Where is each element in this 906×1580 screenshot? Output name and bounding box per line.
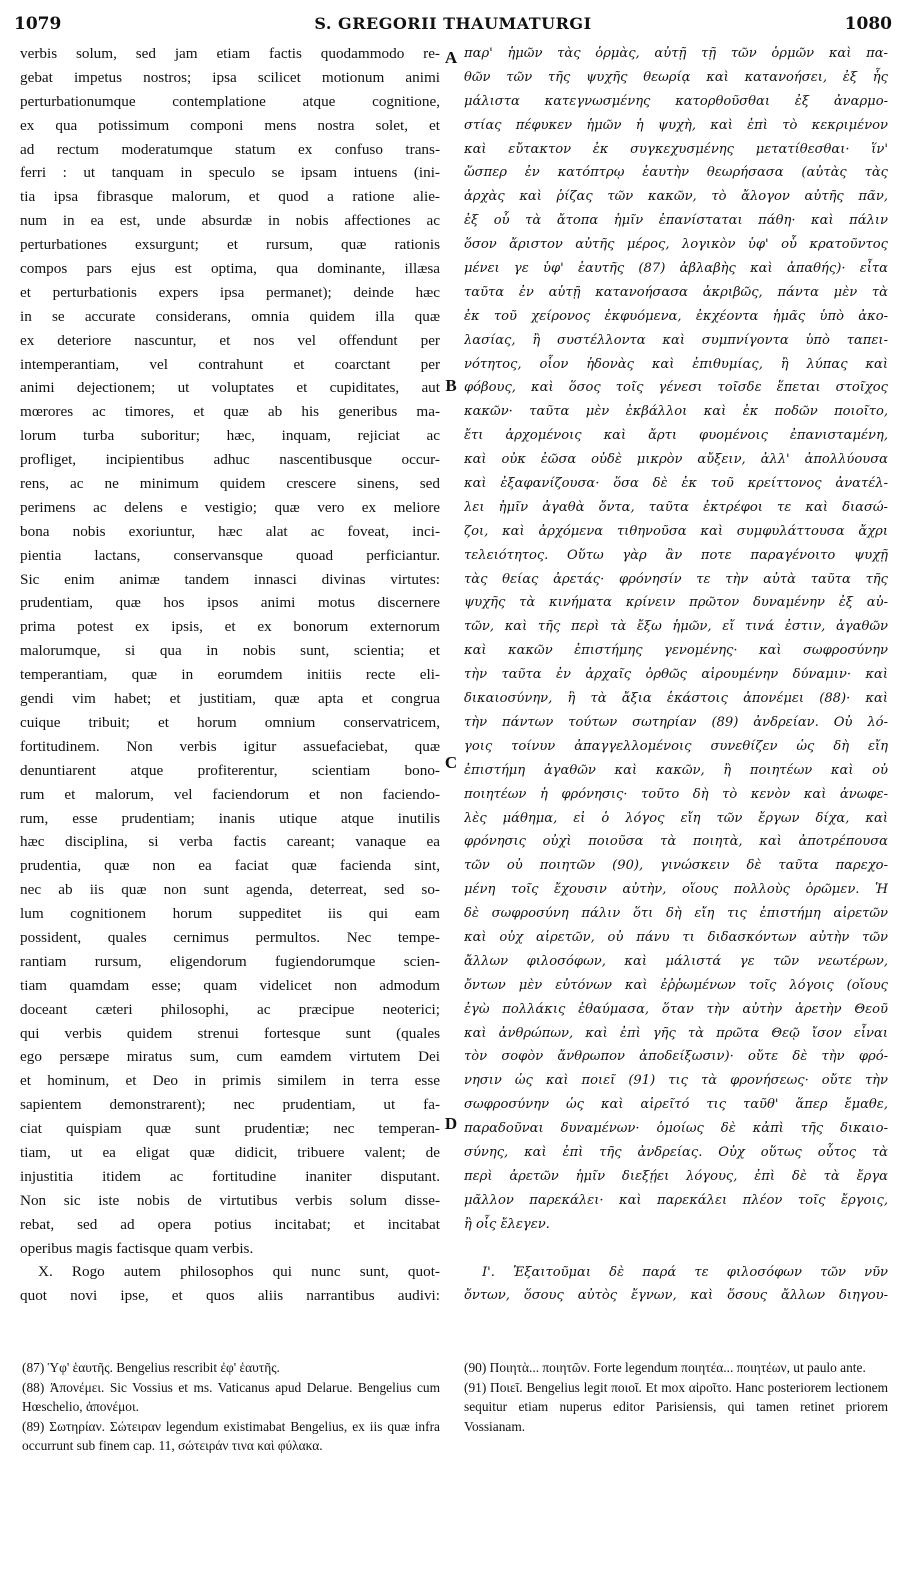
- greek-text-line: περὶ ἀρετῶν ἡμῖν διεξῄει λόγους, ἐπὶ δὲ τὰ ἔργα: [464, 1168, 888, 1184]
- page-number-left: 1079: [14, 14, 62, 34]
- footnote-89: (89) Σωτηρίαν. Σώτειραν legendum existimabat Bengelius, ex iis quæ infra occurrunt sub finem cap. 11, σώτειράν τινα καὶ φύλακα.: [22, 1418, 440, 1453]
- greek-text-line: ὄντων μὲν εὐτόνων καὶ ἐῤῥωμένων τοῖς λόγοις (οἵους: [464, 977, 888, 993]
- latin-text-line: num in ea est, unde absurdæ in nobis affectiones ac: [20, 212, 440, 230]
- greek-text-line: τῶν, καὶ τῆς περὶ τὰ ἔξω ἡμῶν, εἴ τινά ἐστιν, ἀγαθῶν: [464, 619, 888, 635]
- greek-text-line: φόβους, καὶ ὅσος τοῖς γένεσι τοῖσδε ἕπεται στοῖχος: [464, 380, 888, 396]
- latin-text-line: temperantiam, quæ in eorumdem initiis recte eli-: [20, 666, 440, 684]
- greek-text-line: λὲς μάθημα, εἰ ὁ λόγος εἴη τῶν ἔργων δίχα, καὶ: [464, 810, 888, 826]
- footnote-90: (90) Ποιητὰ... ποιητῶν. Forte legendum ποιητέα... ποιητέων, ut paulo ante.: [464, 1360, 866, 1375]
- latin-text-line: in se accurate considerans, omnia quidem illa quæ: [20, 307, 440, 325]
- latin-text-line: mœrores ac timores, et quæ ab his generibus ma-: [20, 403, 440, 421]
- latin-text-line: perimens ac delens e vestigio; quæ vero ex meliore: [20, 498, 440, 516]
- greek-text-line: στίας πέφυκεν ἡμῶν ἡ ψυχὴ, καὶ ἐπὶ τὸ κεκριμένον: [464, 117, 888, 133]
- greek-text-line: Ι'. Ἐξαιτοῦμαι δὲ παρά τε φιλοσόφων τῶν νῦν: [482, 1264, 888, 1280]
- latin-text-line: ciat quispiam quæ sunt prudentiæ; nec temperan-: [20, 1120, 440, 1138]
- latin-text-line: perturbationumque contemplatione atque cognitione,: [20, 92, 440, 110]
- latin-column: [20, 42, 440, 1308]
- page-header: [14, 14, 892, 42]
- greek-text-line: ἄλλων φιλοσόφων, καὶ μάλιστά γε τῶν νεωτέρων,: [464, 953, 888, 969]
- greek-text-line: ζοι, καὶ ἀρχόμενα τιθηνοῦσα καὶ συμφυλάττουσα ἄχρι: [464, 523, 888, 539]
- greek-text-line: θῶν τῶν τῆς ψυχῆς θεωρίᾳ καὶ κατανοήσει, ἐξ ἧς: [464, 69, 888, 85]
- greek-text-line: ψυχῆς τὰ κινήματα κρίνειν πρῶτον δυναμένην ἐξ αὐ-: [464, 595, 888, 611]
- latin-text-line: prudentia, quæ non ea faciat quæ facienda sint,: [20, 857, 440, 875]
- latin-text-line: sapientem demonstrarent); nec prudentiam, ut fa-: [20, 1096, 440, 1114]
- greek-text-line: γοις τοίνυν ἀπαγγελλομένοις συνεθίζεν ὡς δὴ εἴη: [464, 738, 888, 754]
- latin-text-line: animi dejectionem; ut voluptates et cupiditates, aut: [20, 379, 440, 397]
- greek-text-line: λασίας, ἢ συστέλλοντα καὶ συμπνίγοντα ὑπὸ ταπει-: [464, 332, 888, 348]
- greek-text-line: ἔτι ἀρχομένοις καὶ ἄρτι φυομένοις ἐπανισταμένη,: [464, 428, 888, 444]
- greek-text-line: τῶν οὐ ποιητῶν (90), γινώσκειν δὲ ταῦτα παρεχο-: [464, 858, 888, 874]
- latin-text-line: rum et malorum, vel faciendorum et non faciendo-: [20, 785, 440, 803]
- greek-text-line: μᾶλλον παρεκάλει· καὶ παρεκάλει πλέον τοῖς ἔργοις,: [464, 1192, 888, 1208]
- margin-marker-d: D: [444, 1114, 458, 1133]
- latin-text-line: injustitia itidem ac fortitudine inaniter disputant.: [20, 1167, 440, 1185]
- greek-text-line: τὰς θείας ἀρετάς· φρόνησίν τε τὴν αὐτὰ ταῦτα τῆς: [464, 571, 888, 587]
- latin-text-line: pientia lactans, conservansque quoad perficiantur.: [20, 546, 440, 564]
- greek-text-line: τελειότητος. Οὕτω γὰρ ἂν ποτε παραγένοιτο ψυχῇ: [464, 547, 888, 563]
- latin-text-line: ad rectum moderatumque statum ex confuso trans-: [20, 140, 440, 158]
- greek-text-line: μάλιστα κατεγνωσμένης κατορθοῦσθαι ἐξ ἀναρμο-: [464, 93, 888, 109]
- greek-text-line: μένει γε ὑφ' ἑαυτῆς (87) ἀβλαβὴς καὶ ἀπαθής)· εἶτα: [464, 261, 888, 277]
- greek-text-line: νησιν ὡς καὶ ποιεῖ (91) τις τὰ φρονήσεως· οὔτε τὴν: [464, 1073, 888, 1089]
- greek-text-line: ταῦτα ἐν αὑτῇ κατανοήσασα ἀκριβῶς, πάντα μὲν τὰ: [464, 284, 888, 300]
- greek-text-line: δὲ σωφροσύνη πάλιν ὅτι δὴ εἴη τις ἐπιστήμη αἱρετῶν: [464, 906, 888, 922]
- page-number-right: 1080: [844, 14, 892, 34]
- latin-text-line: intemperantiam, vel contrahunt et coarctant per: [20, 355, 440, 373]
- latin-footnotes: [22, 1358, 440, 1456]
- greek-text-line: ἢ οἷς ἔλεγεν.: [464, 1216, 550, 1232]
- latin-text-line: et perturbationis expers ipsa permanet); deinde hæc: [20, 283, 440, 301]
- latin-text-line: gendi vim habet; et justitiam, quæ apta et congrua: [20, 690, 440, 708]
- latin-text-line: verbis solum, sed jam etiam factis quodammodo re-: [20, 45, 440, 62]
- greek-text-line: σύνης, καὶ ἐπὶ τῆς ἀνδρείας. Οὐχ οὕτως οὗτος τὰ: [464, 1144, 888, 1160]
- latin-text-line: et hominum, et Deo in primis similem in terra esse: [20, 1072, 440, 1090]
- footnote-91: (91) Ποιεῖ. Bengelius legit ποιοῖ. Et mox αἱροῖτο. Hanc posteriorem lectionem sequitur etiam nuperus editor Parisiensis, qui tamen retinet priorem Vossianam.: [464, 1379, 888, 1434]
- greek-text-line: ἐκ τοῦ χείρονος ἐκφυόμενα, ἐκχέοντα ἡμᾶς ὑπὸ ἀκο-: [464, 308, 888, 324]
- latin-text-line: denuntiarent atque profiterentur, scientiam bono-: [20, 761, 440, 779]
- latin-text-line: possident, quales cernimus permultos. Nec tempe-: [20, 928, 440, 946]
- latin-text-line: fortitudinem. Non verbis igitur assuefaciebat, quæ: [20, 737, 440, 755]
- latin-text-line: ex qua potissimum componi mens nostra solet, et: [20, 116, 440, 134]
- latin-text-line: qui verbis quidem strenui fortesque sunt (quales: [20, 1024, 440, 1042]
- footnote-87: (87) Ὑφ' ἑαυτῆς. Bengelius rescribit ἐφ' ἑαυτῆς.: [22, 1360, 280, 1375]
- greek-text-line: ἐξ οὗ τὰ ἄτοπα ἡμῖν ἐπανίσταται πάθη· καὶ πάλιν: [464, 213, 888, 229]
- latin-text-line: rens, ac ne minimum quidem crescere sinens, sed: [20, 475, 440, 493]
- latin-text-line: prima potest ex ipsis, et ex bonorum externorum: [20, 618, 440, 636]
- greek-text-line: ἐγὼ πολλάκις ἐθαύμασα, ὅταν τὴν αὐτὴν ἀρετὴν Θεοῦ: [464, 1001, 888, 1017]
- latin-text-line: bona nobis exoriuntur, hæc alat ac foveat, inci-: [20, 522, 440, 540]
- latin-text-line: rum, esse prudentiam; inanis utique atque inutilis: [20, 809, 440, 827]
- greek-text-line: παρ' ἡμῶν τὰς ὁρμὰς, αὐτῇ τῇ τῶν ὁρμῶν καὶ πα-: [464, 46, 888, 61]
- margin-marker-b: B: [445, 376, 457, 395]
- greek-text-line: καὶ οὐχ αἱρετῶν, οὐ πάνυ τι διδασκόντων αὐτὴν τῶν: [464, 929, 888, 945]
- greek-text-line: σωφροσύνην ὡς καὶ αἱρεῖτό τις ταῦθ' ἅπερ ἔμαθε,: [464, 1097, 888, 1113]
- greek-text-line: παραδοῦναι δυναμένων· ὁμοίως δὲ κἀπὶ τῆς δικαιο-: [464, 1121, 888, 1137]
- greek-text-line: ὥσπερ ἐν κατόπτρῳ ἑαυτὴν θεωρήσασα (αὐτὰς τὰς: [464, 165, 888, 181]
- greek-text-line: ὄντων, ὅσους αὐτὸς ἔγνων, καὶ ὅσους ἄλλων διηγου-: [464, 1288, 888, 1304]
- greek-text-line: φρόνησις οὐχὶ ποιοῦσα τὰ ποιητὰ, καὶ ἀποτρέπουσα: [464, 834, 888, 850]
- running-title: S. GREGORII THAUMATURGI: [314, 14, 592, 33]
- latin-text-line: prudentiam, quæ hos ipsos animi motus discernere: [20, 594, 440, 612]
- greek-column: [464, 42, 888, 1308]
- greek-text-line: καὶ ἐξαφανίζουσα· ὅσα δὲ ἐκ τοῦ κρείττονος ἀνατέλ-: [464, 476, 888, 492]
- greek-text-line: καὶ κακῶν ἐπιστήμης γενομένης· καὶ σωφροσύνην: [464, 643, 888, 659]
- greek-text-line: ὅσον ἄριστον αὐτῆς μέρος, λογικὸν ὑφ' οὗ κρατοῦντος: [464, 237, 888, 253]
- greek-text-line: ποιητέων ἡ φρόνησις· τοῦτο δὴ τὸ κενὸν καὶ ἀνωφε-: [464, 786, 888, 802]
- latin-text-line: tiam quamdam esse; quam videlicet non admodum: [20, 976, 440, 994]
- greek-text-line: ἀρχὰς καὶ ῥίζας τῶν κακῶν, τὸ ἄλογον αὐτῆς πᾶν,: [464, 189, 888, 205]
- latin-text-line: malorumque, si qua in nobis sunt, scientia; et: [20, 642, 440, 660]
- latin-text-line: tiam, ut ea eligat quæ didicit, tribuere valent; de: [20, 1143, 440, 1161]
- latin-text-line: ego persæpe miratus sum, cum eamdem virtutem Dei: [20, 1048, 440, 1066]
- greek-text-line: δικαιοσύνην, ἣ τὰ ἄξια ἑκάστοις ἀπονέμει (88)· καὶ: [464, 691, 888, 707]
- latin-text-line: compos pars ejus est optima, qua dominante, illæsa: [20, 260, 440, 278]
- latin-text-line: gebat impetus nostros; ipsa scilicet motionum animi: [20, 68, 440, 86]
- latin-text-line: quot novi ipse, et quos aliis narrantibus audivi:: [20, 1287, 440, 1305]
- latin-text-line: lum cognitionem horum suppeditet iis qui eam: [20, 905, 440, 923]
- margin-marker-c: C: [444, 753, 458, 772]
- greek-text-line: κακῶν· ταῦτα μὲν ἐκβάλλοι καὶ ἐκ ποδῶν ποιοῖτο,: [464, 404, 888, 420]
- latin-text-line: doceant cæteri philosophi, ac præcipue neoterici;: [20, 1000, 440, 1018]
- greek-text-line: καὶ εὔτακτον ἐκ συγκεχυσμένης μετατίθεσθαι· ἵν': [464, 141, 888, 157]
- footnote-88: (88) Ἀπονέμει. Sic Vossius et ms. Vaticanus apud Delarue. Bengelius cum Hœschelio, ἀπονέμοι.: [22, 1379, 440, 1414]
- latin-text-line: perturbationes exsurgunt; et rursum, quæ rationis: [20, 236, 440, 254]
- greek-text-line: τὴν πάντων τούτων σωτηρίαν (89) ἀνδρείαν. Οὐ λό-: [464, 714, 888, 730]
- latin-text-line: rebat, sed ad opera potius incitabat; et incitabat: [20, 1215, 440, 1233]
- latin-text-line: ex deteriore nascuntur, et nos vel offendunt per: [20, 331, 440, 349]
- latin-text-line: X. Rogo autem philosophos qui nunc sunt, quot-: [38, 1263, 440, 1281]
- greek-text-line: καὶ ἀνθρώπων, καὶ ἐπὶ γῆς τὰ πρῶτα Θεῷ ἴσον εἶναι: [464, 1025, 888, 1041]
- margin-marker-a: A: [444, 48, 458, 67]
- latin-text-line: ferri : ut tanquam in speculo se ipsam intuens (ini-: [20, 164, 440, 182]
- latin-text-line: cuique tribuit; et horum omnium conservatricem,: [20, 713, 440, 731]
- latin-text-line: Sic enim animæ tandem innasci divinas virtutes:: [20, 570, 440, 588]
- greek-footnotes: [464, 1358, 888, 1436]
- greek-text-line: καὶ οὐκ ἐῶσα οὐδὲ μικρὸν αὔξειν, ἀλλ' ἀπολλύουσα: [464, 452, 888, 468]
- latin-text-line: tia ipsa fibrasque malorum, et quod a ratione alie-: [20, 188, 440, 206]
- latin-text-line: hæc disciplina, si verba factis careant; vanaque ea: [20, 833, 440, 851]
- latin-text-line: nec ab iis quæ non sunt agenda, deterreat, sed so-: [20, 881, 440, 899]
- greek-text-line: τὴν ταῦτα ἐν ἀρχαῖς ὀρθῶς αἱρουμένην δύναμιν· καὶ: [464, 667, 888, 683]
- greek-text-line: μένη τοῖς ἔχουσιν αὐτὴν, οἵους πολλοὺς ὁρῶμεν. Ἡ: [464, 882, 888, 898]
- latin-text-line: operibus magis factisque quam verbis.: [20, 1239, 254, 1257]
- greek-text-line: τὸν σοφὸν ἄνθρωπον ἀποδείξωσιν)· οὔτε δὲ τὴν φρό-: [464, 1049, 888, 1065]
- latin-text-line: Non sic iste nobis de virtutibus verbis solum disse-: [20, 1191, 440, 1209]
- latin-text-line: lorum turba suboritur; hæc, inquam, rejiciat ac: [20, 427, 440, 445]
- latin-text-line: rantiam rursum, eligendorum fugiendorumque scien-: [20, 952, 440, 970]
- greek-text-line: λει ἡμῖν ἀγαθὰ ὄντα, ταῦτα ἐκτρέφοι τε καὶ διασώ-: [464, 499, 888, 515]
- greek-text-line: ἐπιστήμη ἀγαθῶν καὶ κακῶν, ἢ ποιητέων καὶ οὐ: [464, 762, 888, 778]
- latin-text-line: profliget, incipientibus adhuc nascentibusque occur-: [20, 451, 440, 469]
- greek-text-line: νότητος, οἷον ἡδονὰς καὶ ἐπιθυμίας, ἢ λύπας καὶ: [464, 356, 888, 372]
